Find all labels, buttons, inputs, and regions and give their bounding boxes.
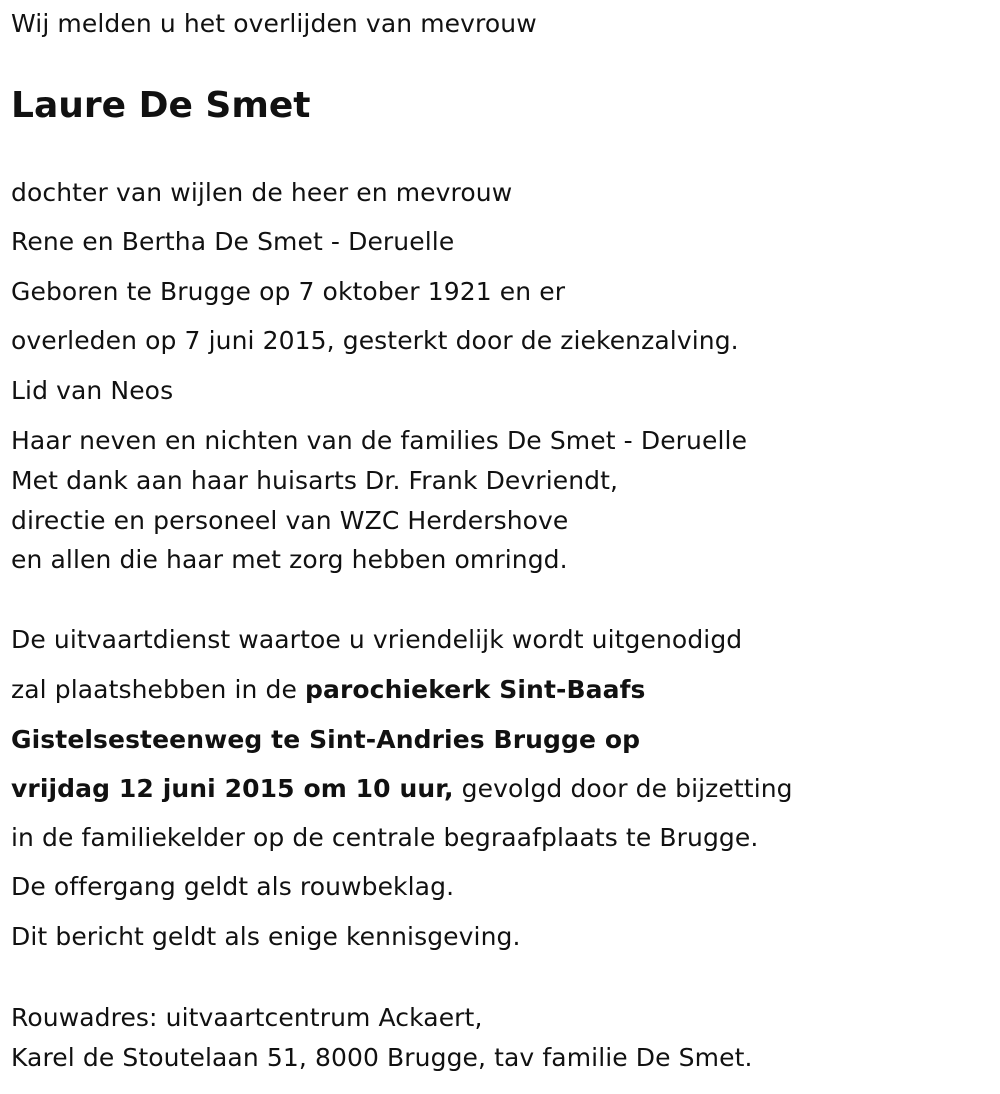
- death-line: overleden op 7 juni 2015, gesterkt door de ziekenzalving.: [11, 326, 739, 355]
- service-line-2: [11, 674, 646, 706]
- service-line-1: De uitvaartdienst waartoe u vriendelijk wordt uitgenodigd: [11, 625, 743, 654]
- service-date: vrijdag 12 juni 2015 om 10 uur,: [11, 774, 454, 803]
- membership-line: Lid van Neos: [11, 376, 174, 405]
- service-line-5: in de familiekelder op de centrale begraafplaats te Brugge.: [11, 823, 759, 852]
- mourning-address-line-2: Karel de Stoutelaan 51, 8000 Brugge, tav familie De Smet.: [11, 1043, 753, 1072]
- offering-line: De offergang geldt als rouwbeklag.: [11, 872, 455, 901]
- church-name: parochiekerk Sint-Baafs: [305, 675, 646, 704]
- thanks-line-1: Met dank aan haar huisarts Dr. Frank Devriendt,: [11, 466, 619, 495]
- service-line-4-suffix: gevolgd door de bijzetting: [453, 774, 793, 803]
- service-line-4: [11, 773, 793, 805]
- service-line-2-prefix: zal plaatshebben in de: [11, 675, 305, 704]
- parents-line-1: dochter van wijlen de heer en mevrouw: [11, 178, 513, 207]
- thanks-line-3: en allen die haar met zorg hebben omringd.: [11, 545, 568, 574]
- notice-line: Dit bericht geldt als enige kennisgeving.: [11, 922, 521, 951]
- intro-text: Wij melden u het overlijden van mevrouw: [11, 9, 537, 38]
- family-line: Haar neven en nichten van de families De Smet - Deruelle: [11, 426, 748, 455]
- birth-line: Geboren te Brugge op 7 oktober 1921 en er: [11, 277, 566, 306]
- thanks-line-2: directie en personeel van WZC Herdershove: [11, 506, 569, 535]
- deceased-name: Laure De Smet: [11, 85, 311, 126]
- church-address: Gistelsesteenweg te Sint-Andries Brugge op: [11, 725, 641, 754]
- mourning-address-line-1: Rouwadres: uitvaartcentrum Ackaert,: [11, 1003, 483, 1032]
- parents-line-2: Rene en Bertha De Smet - Deruelle: [11, 227, 455, 256]
